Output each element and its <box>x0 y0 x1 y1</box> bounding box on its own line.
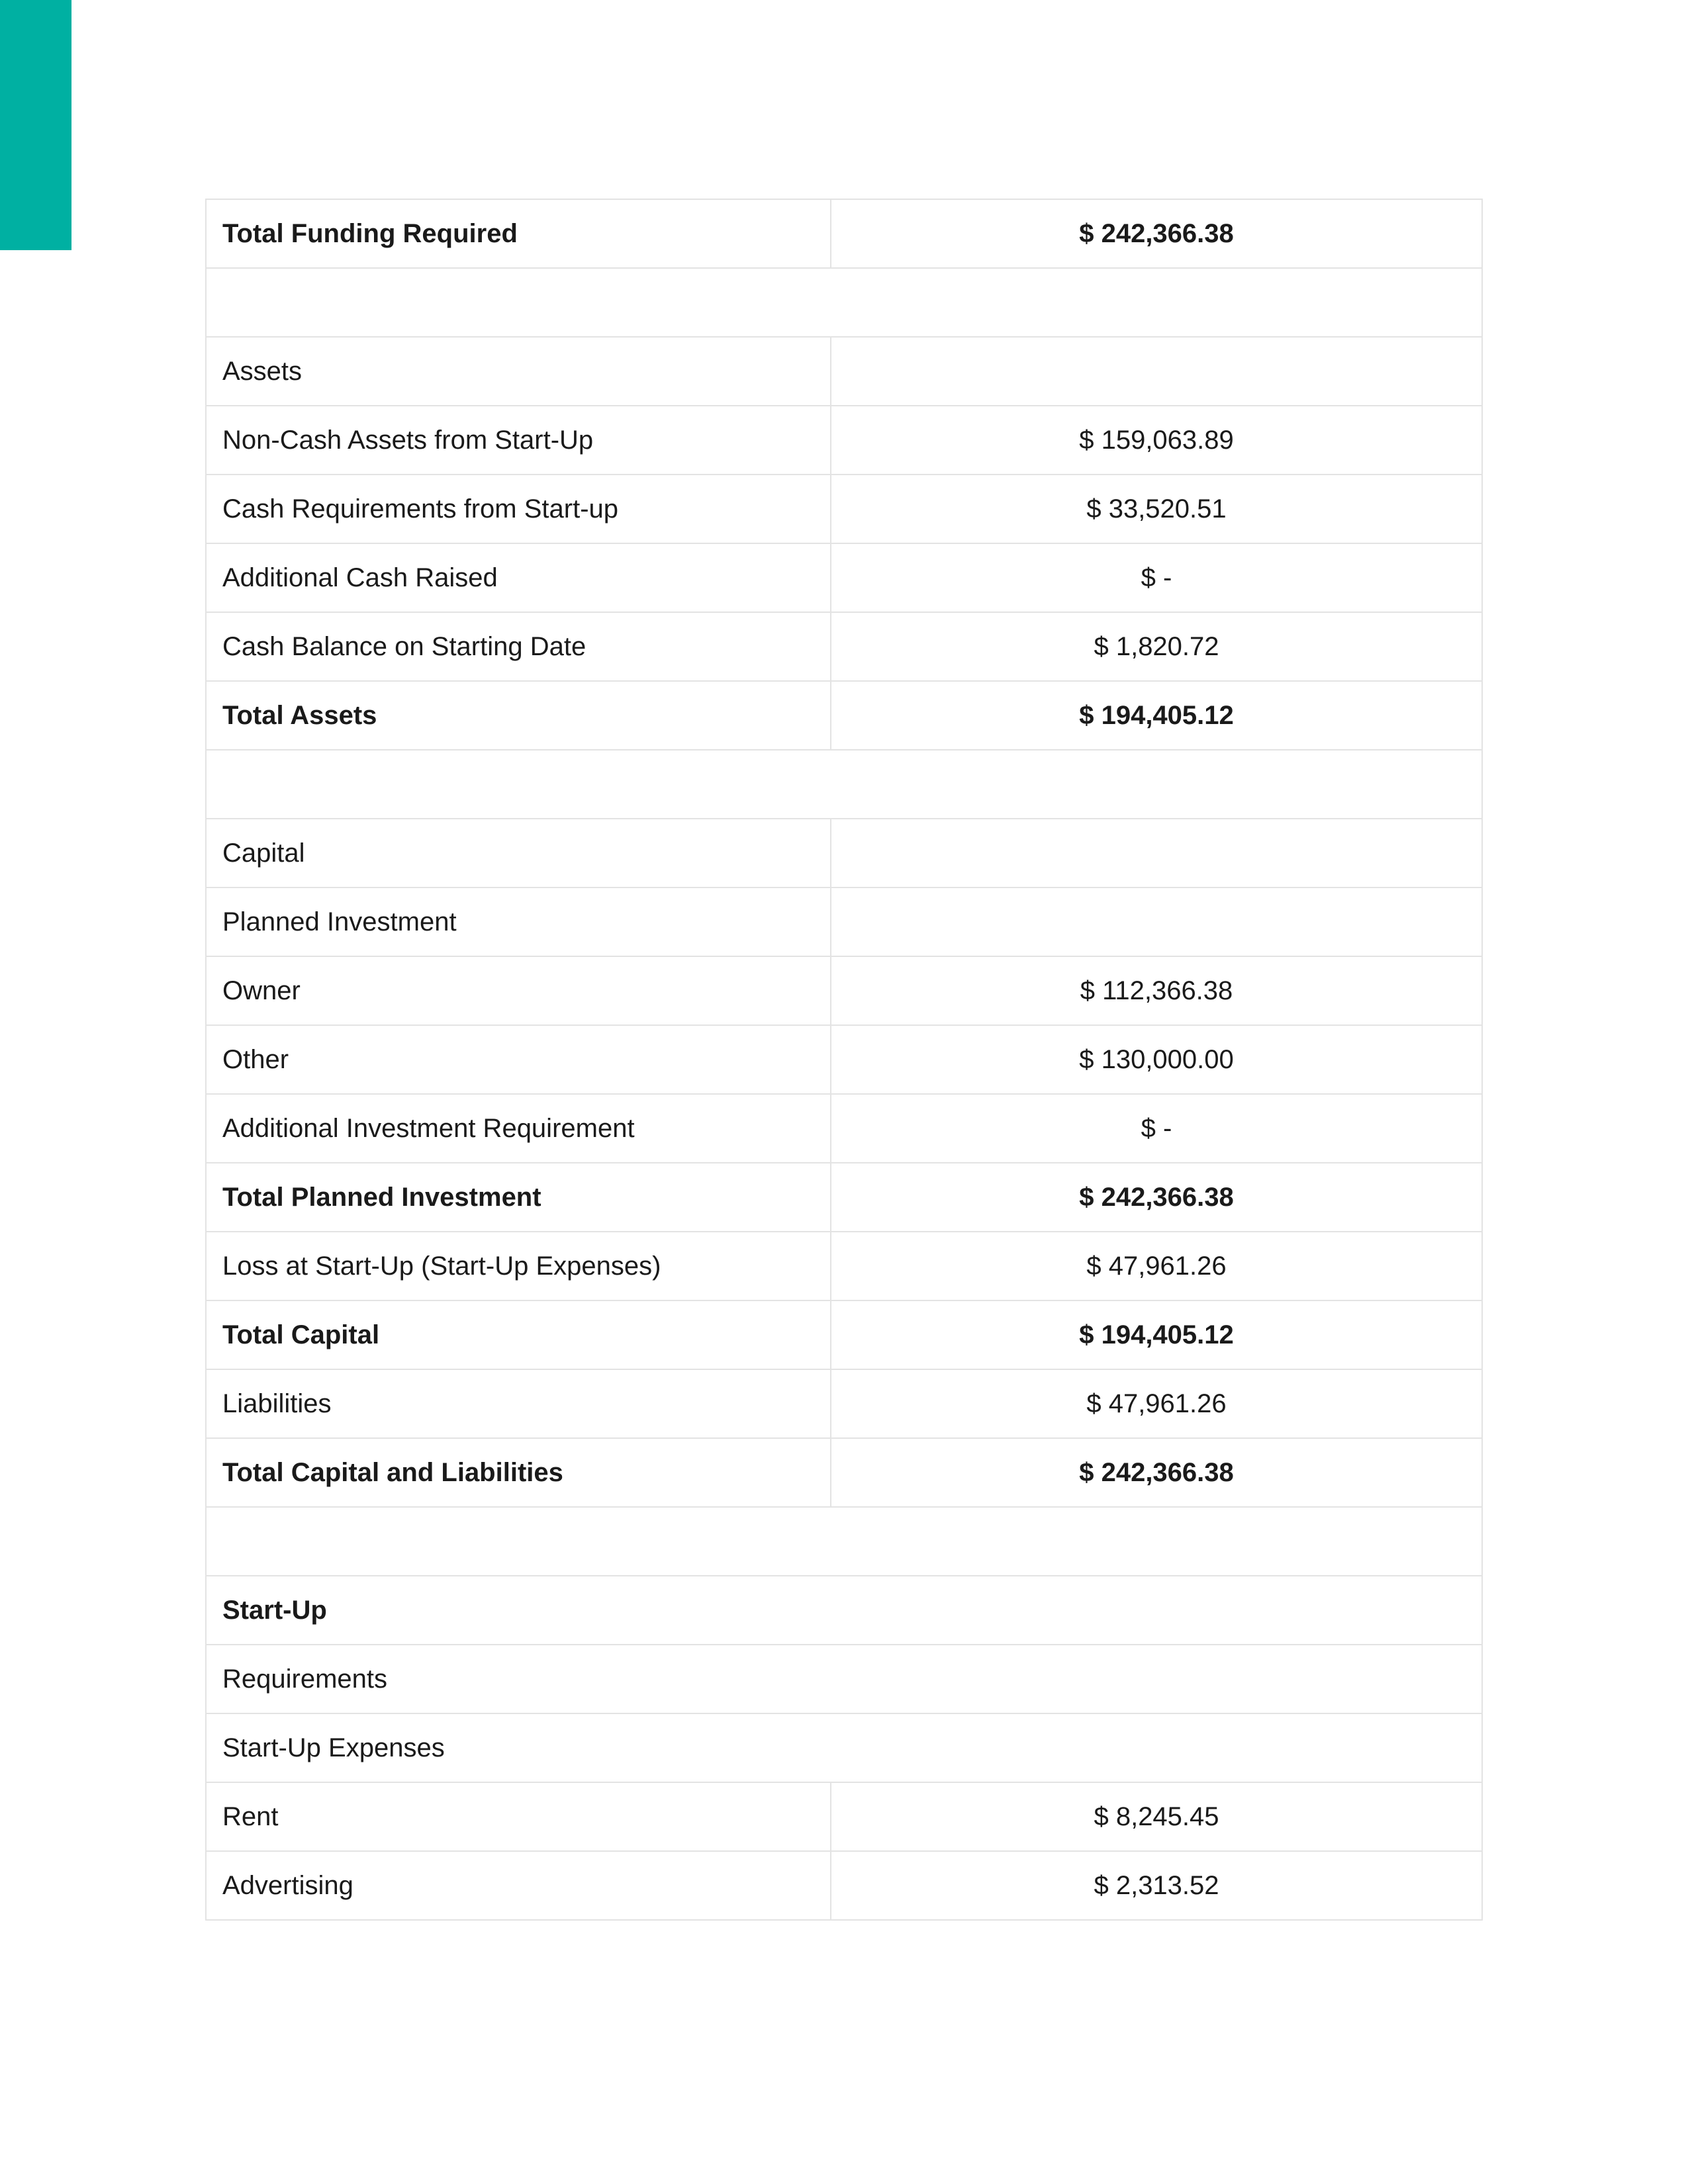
row-label: Additional Investment Requirement <box>206 1094 831 1163</box>
table-row <box>206 1232 1482 1300</box>
row-value: $ 159,063.89 <box>831 406 1482 475</box>
accent-tab <box>0 0 71 250</box>
table-row <box>206 1369 1482 1438</box>
table-row <box>206 406 1482 475</box>
row-value: $ 242,366.38 <box>831 1438 1482 1507</box>
row-label: Advertising <box>206 1851 831 1920</box>
table-row <box>206 1438 1482 1507</box>
table-row <box>206 681 1482 750</box>
row-value: $ 242,366.38 <box>831 199 1482 268</box>
table-row <box>206 819 1482 887</box>
row-value <box>831 337 1482 406</box>
row-label: Loss at Start-Up (Start-Up Expenses) <box>206 1232 831 1300</box>
table-row <box>206 543 1482 612</box>
row-value: $ 242,366.38 <box>831 1163 1482 1232</box>
spacer-cell <box>206 750 1482 819</box>
row-label: Cash Requirements from Start-up <box>206 475 831 543</box>
funding-table-body <box>206 199 1482 1920</box>
row-value <box>831 819 1482 887</box>
row-label: Total Assets <box>206 681 831 750</box>
row-label: Planned Investment <box>206 887 831 956</box>
table-row <box>206 1507 1482 1576</box>
funding-table <box>205 199 1483 1921</box>
row-value: $ 1,820.72 <box>831 612 1482 681</box>
row-label: Additional Cash Raised <box>206 543 831 612</box>
table-row <box>206 1094 1482 1163</box>
spacer-cell <box>206 268 1482 337</box>
table-row <box>206 956 1482 1025</box>
table-row <box>206 1851 1482 1920</box>
row-value: $ 8,245.45 <box>831 1782 1482 1851</box>
table-row <box>206 199 1482 268</box>
row-label: Other <box>206 1025 831 1094</box>
table-row <box>206 268 1482 337</box>
row-value: $ 47,961.26 <box>831 1232 1482 1300</box>
table-row <box>206 1713 1482 1782</box>
section-label: Start-Up <box>206 1576 1482 1645</box>
table-row <box>206 750 1482 819</box>
row-label: Liabilities <box>206 1369 831 1438</box>
row-label: Capital <box>206 819 831 887</box>
row-value <box>831 887 1482 956</box>
table-row <box>206 1576 1482 1645</box>
row-value: $ 130,000.00 <box>831 1025 1482 1094</box>
row-label: Total Capital <box>206 1300 831 1369</box>
row-value: $ 194,405.12 <box>831 1300 1482 1369</box>
table-row <box>206 1163 1482 1232</box>
section-label: Start-Up Expenses <box>206 1713 1482 1782</box>
table-row <box>206 337 1482 406</box>
row-label: Total Funding Required <box>206 199 831 268</box>
table-row <box>206 1300 1482 1369</box>
row-label: Cash Balance on Starting Date <box>206 612 831 681</box>
row-label: Assets <box>206 337 831 406</box>
row-value: $ 112,366.38 <box>831 956 1482 1025</box>
table-row <box>206 612 1482 681</box>
row-label: Owner <box>206 956 831 1025</box>
row-label: Total Planned Investment <box>206 1163 831 1232</box>
spacer-cell <box>206 1507 1482 1576</box>
row-label: Total Capital and Liabilities <box>206 1438 831 1507</box>
table-row <box>206 1645 1482 1713</box>
row-label: Rent <box>206 1782 831 1851</box>
row-value: $ 194,405.12 <box>831 681 1482 750</box>
table-row <box>206 887 1482 956</box>
section-label: Requirements <box>206 1645 1482 1713</box>
row-value: $ 2,313.52 <box>831 1851 1482 1920</box>
row-value: $ 47,961.26 <box>831 1369 1482 1438</box>
table-row <box>206 1025 1482 1094</box>
row-label: Non-Cash Assets from Start-Up <box>206 406 831 475</box>
row-value: $ 33,520.51 <box>831 475 1482 543</box>
row-value: $ - <box>831 543 1482 612</box>
table-row <box>206 1782 1482 1851</box>
row-value: $ - <box>831 1094 1482 1163</box>
table-row <box>206 475 1482 543</box>
